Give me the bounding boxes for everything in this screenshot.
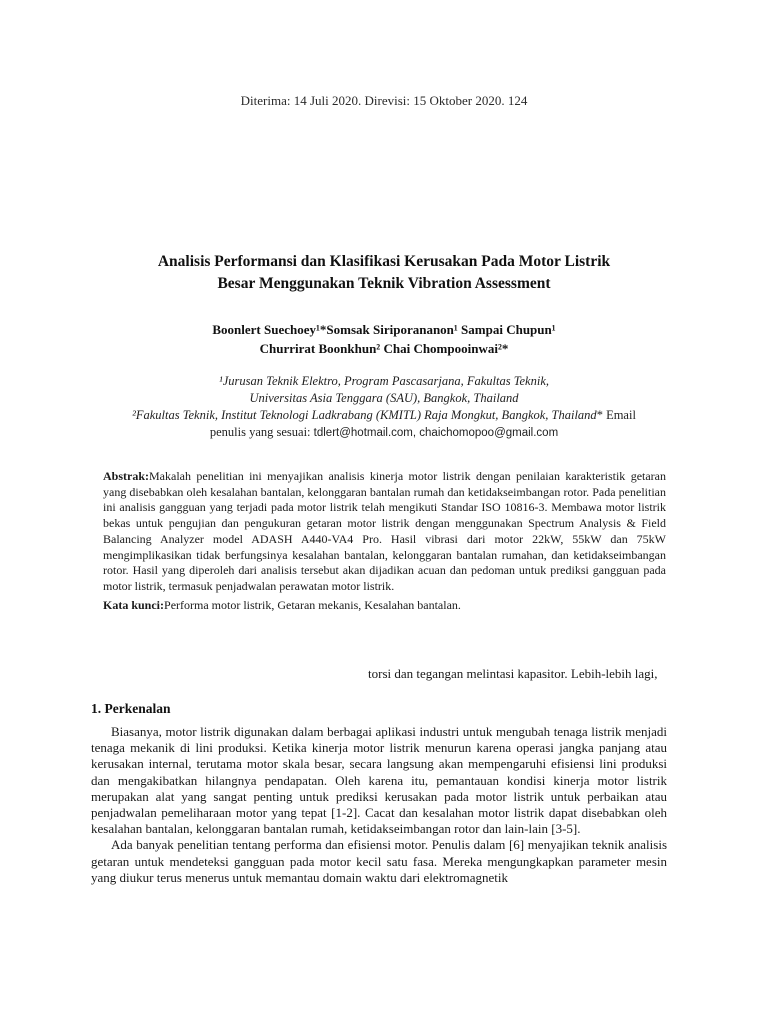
keywords-block [103, 597, 666, 613]
authors-line-2: Churrirat Boonkhun² Chai Chompooinwai²* [259, 341, 509, 356]
affiliation-line-2: Universitas Asia Tenggara (SAU), Bangkok, Thailand [249, 391, 519, 405]
affiliation-line-4 [60, 424, 708, 442]
keywords-text: Performa motor listrik, Getaran mekanis, Kesalahan bantalan. [164, 598, 461, 612]
abstract-label: Abstrak: [103, 469, 150, 483]
section-1-paragraph-1: Biasanya, motor listrik digunakan dalam berbagai aplikasi industri untuk mengubah tenaga listrik menjadi tenaga mekanik di lini produksi. Ketika kinerja motor listrik menurun karena operasi jangka panjang atau kerusakan internal, terutama motor skala besar, secara langsung akan mempengaruhi efisiensi lini produksi dan mengakibatkan hilangnya pendapatan. Oleh karena itu, pemantauan kondisi kinerja motor listrik merupakan alat yang sangat penting untuk prediksi kerusakan pada motor listrik untuk perbaikan atau penjadwalan pemeliharaan motor yang tepat [1-2]. Cacat dan kesalahan motor listrik dapat disebabkan oleh kesalahan bantalan, kelonggaran bantalan rumah, ketidakseimbangan rotor dan lain-lain [3-5]. [91, 724, 667, 837]
paper-title [60, 251, 708, 295]
author-list [60, 320, 708, 358]
affiliation-2-text: ²Fakultas Teknik, Institut Teknologi Ladkrabang (KMITL) Raja Mongkut, Bangkok, Thailand [132, 408, 597, 422]
keywords-label: Kata kunci: [103, 598, 165, 612]
authors-line-1: Boonlert Suechoey¹*Somsak Siriporananon¹ Sampai Chupun¹ [212, 322, 556, 337]
floating-text-fragment: torsi dan tegangan melintasi kapasitor. Lebih-lebih lagi, [368, 666, 658, 681]
email-marker: * Email [596, 408, 636, 422]
section-1-heading: 1. Perkenalan [91, 701, 171, 716]
section-1-body [91, 724, 667, 886]
affiliation-line-3 [60, 407, 708, 424]
title-line-2: Besar Menggunakan Teknik Vibration Assessment [217, 275, 551, 292]
corresponding-emails: tdlert@hotmail.com, chaichomopoo@gmail.com [313, 427, 559, 439]
affiliation-line-1: ¹Jurusan Teknik Elektro, Program Pascasarjana, Fakultas Teknik, [219, 374, 549, 388]
received-revised-line: Diterima: 14 Juli 2020. Direvisi: 15 Oktober 2020. 124 [240, 93, 528, 108]
abstract-text: Makalah penelitian ini menyajikan analisis kinerja motor listrik dengan penilaian karakteristik getaran yang disebabkan oleh kesalahan bantalan, kelonggaran bantalan rumah dan ketidakseimbangan rotor. Pada penelitian ini analisis gangguan yang terjadi pada motor listrik telah mengikuti Standar ISO 10816-3. Membawa motor listrik bekas untuk pengujian dan pengukuran getaran motor listrik dengan menggunakan Spectrum Analysis & Field Balancing Analyzer model ADASH A440-VA4 Pro. Hasil vibrasi dari motor 22kW, 55kW dan 75kW mengimplikasikan tidak berfungsinya kesalahan bantalan, kelonggaran bantalan rumahan, dan ketidakseimbangan rotor. Hasil yang diperoleh dari analisis tersebut akan dijadikan acuan dan pedoman untuk prediksi gangguan pada motor listrik, termasuk penjadwalan perawatan motor listrik. [103, 469, 666, 593]
title-line-1: Analisis Performansi dan Klasifikasi Kerusakan Pada Motor Listrik [157, 253, 611, 270]
affiliations [60, 373, 708, 442]
abstract-block [103, 469, 666, 595]
section-1-paragraph-2: Ada banyak penelitian tentang performa dan efisiensi motor. Penulis dalam [6] menyajikan teknik analisis getaran untuk mendeteksi gangguan pada motor kecil satu fasa. Mereka mengungkapkan parameter mesin yang diukur terus menerus untuk memantau domain waktu dari elektromagnetik [91, 837, 667, 885]
corresponding-label: penulis yang sesuai: [209, 425, 314, 439]
